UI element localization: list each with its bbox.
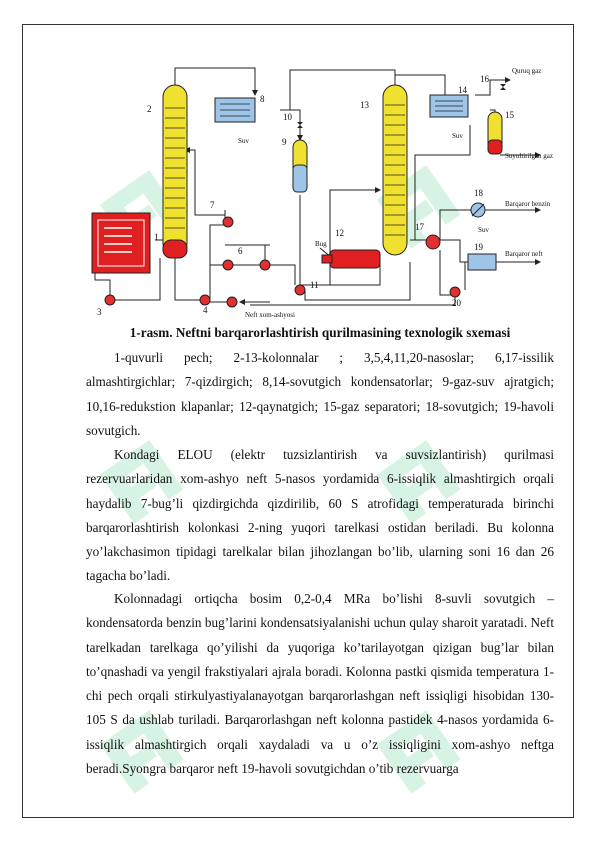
legend-paragraph: 1-quvurli pech; 2-13-kolonnalar ; 3,5,4,11,20-nasoslar; 6,17-issilik almashtirgichlar; 7-qizdirgich; 8,14-sovutgich kondensatorlar; 9-gaz-suv ajratgich; 10,16-redukstion klapanlar; 12-qaynatgich; 15-gaz separatori; 18-sovutgich; 19-havoli sovutgich. [86,350,554,438]
svg-text:8: 8 [260,94,265,104]
svg-text:2: 2 [147,104,152,114]
svg-text:7: 7 [210,200,215,210]
column-2 [163,85,187,258]
column-13 [383,85,407,255]
air-cooler-19 [468,254,496,270]
svg-text:12: 12 [335,228,344,238]
body-paragraph-2: Kolonnadagi ortiqcha bosim 0,2-0,4 MRa bo’lishi 8-suvli sovutgich – kondensatorda benzin bug’larini kondensatsiyalanishi uchun qulay sharoit yaratadi. Neft tarelkadan tarelkaga qo’yilishi da yuqoriga ko’tarilayotgan qizigan bug’lar bilan to’qnashadi va yengil frakstiyalari ajrala boradi. Kolonna pastki qismida temperatura 1-chi pech orqali stirkulyastiyalanayotgan barqarorlashgan neft issiqligi hisobidan 130-105 S da ushlab turiladi. Barqarorlashgan neft kolonna pastidek 4-nasos yordamida 6-issiqlik almashtirgich orqali xaydaladi va u o’z issiqligini xom-ashyo neftga beradi.Syongra barqaror neft 19-havoli sovutgichdan o’tib rezervuarga [86,591,554,777]
svg-text:Suv: Suv [452,132,463,140]
svg-text:3: 3 [97,307,102,317]
svg-text:9: 9 [282,137,287,147]
svg-text:15: 15 [505,110,514,120]
svg-text:4: 4 [203,305,208,315]
svg-text:Suv: Suv [478,226,489,234]
svg-text:Barqaror neft: Barqaror neft [505,250,543,258]
body-paragraph-1: Kondagi ELOU (elektr tuzsizlantirish va suvsizlantirish) qurilmasi rezervuarlaridan xom-ashyo neft 5-nasos yordamida 6-issiqlik almashtirgich orqali haydalib 7-bug’li qizdirgichda qizdirilib, 60 S atrofidagi temperaturada birinchi barqarorlashtirish kolonkasi 2-ning yuqori tarelkasi ostidan beriladi. Bu kolonna yo’lakchasimon tipidagi tarelkalar bilan jihozlangan bo’lib, ularning soni 16 dan 26 tagacha bo’ladi. [86,447,554,584]
svg-text:13: 13 [360,100,369,110]
svg-text:14: 14 [458,85,467,95]
svg-text:Suyultirilgan gaz: Suyultirilgan gaz [505,152,554,160]
svg-text:Neft xom-ashyosi: Neft xom-ashyosi [245,311,295,319]
figure-caption: 1-rasm. Neftni barqarorlashtirish qurilmasining texnologik sxemasi [129,325,511,340]
svg-text:16: 16 [480,74,489,84]
reboiler-12 [322,250,380,268]
svg-text:Suv: Suv [238,137,249,145]
svg-text:6: 6 [238,246,243,256]
gas-separator-15 [488,112,502,154]
condenser-14 [430,95,468,117]
svg-text:20: 20 [452,298,461,308]
cooler-18 [471,203,485,217]
svg-text:17: 17 [415,222,424,232]
svg-text:18: 18 [474,188,483,198]
svg-text:1: 1 [154,232,159,242]
svg-text:Quruq gaz: Quruq gaz [512,67,542,75]
separator-9 [293,140,307,192]
svg-text:Bug: Bug [315,240,327,248]
process-flow-diagram [85,58,570,323]
condenser-8 [215,98,255,122]
furnace-1 [92,213,150,273]
svg-text:10: 10 [283,112,292,122]
svg-text:19: 19 [474,242,483,252]
svg-text:11: 11 [310,280,319,290]
svg-text:Barqaror benzin: Barqaror benzin [505,200,551,208]
